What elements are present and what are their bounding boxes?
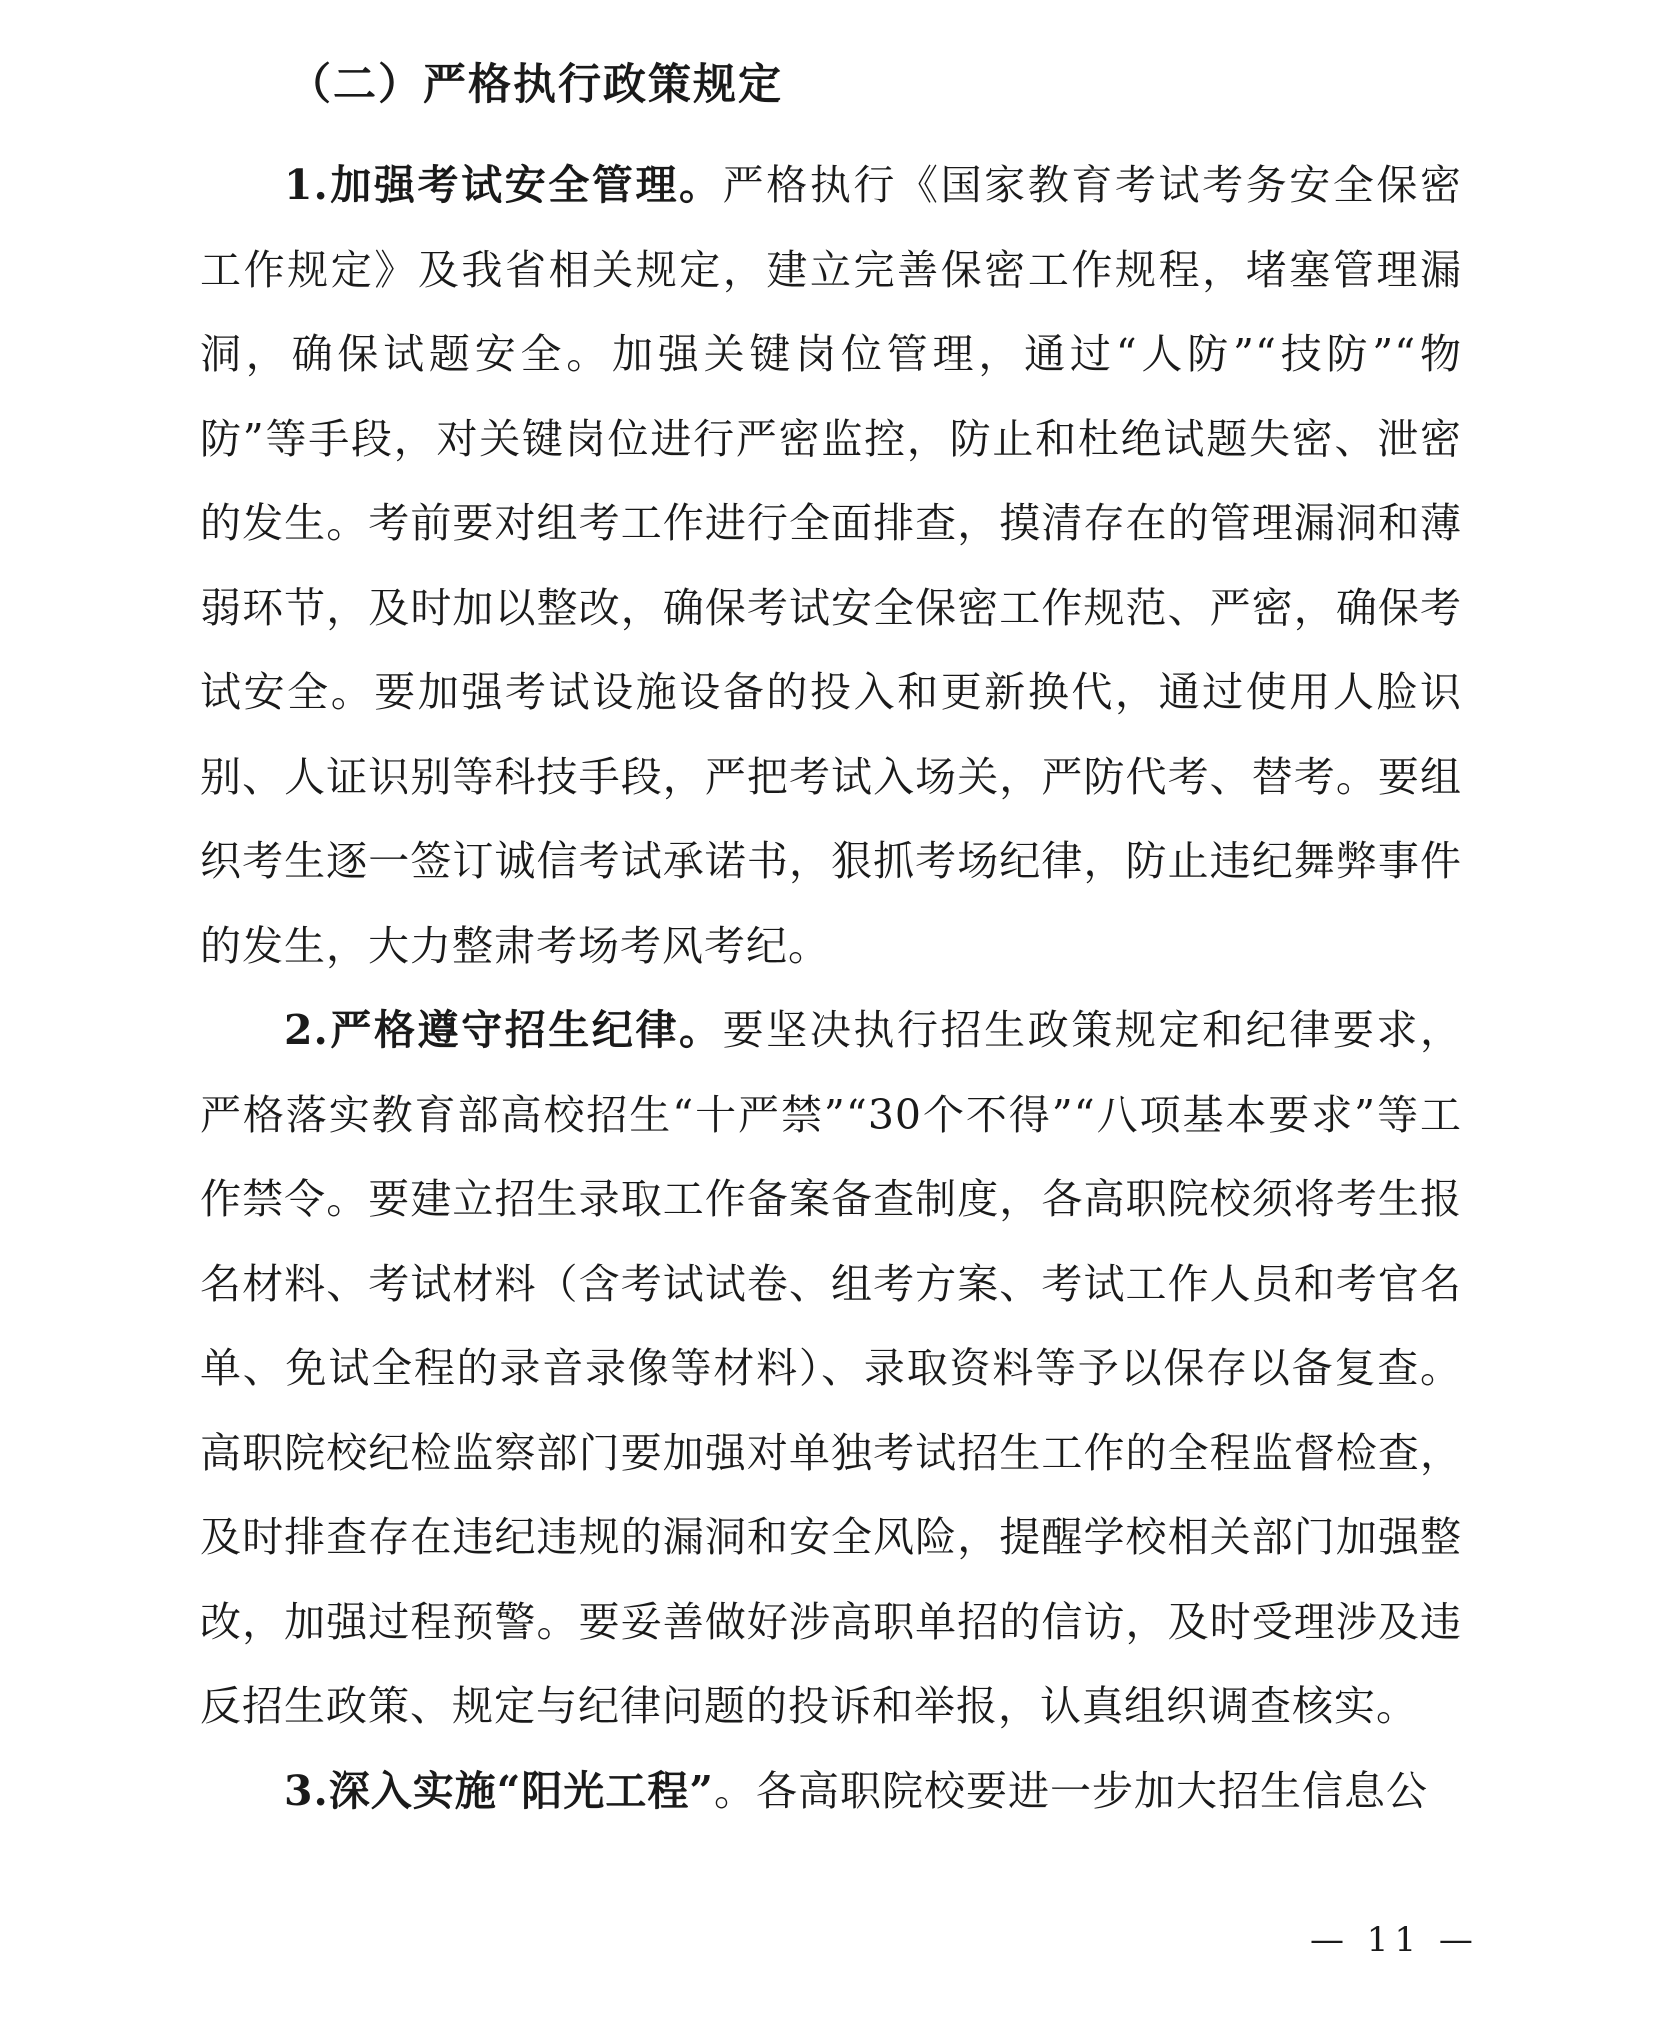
paragraph-body: 。各高职院校要进一步加大招生信息公 [713, 1766, 1428, 1815]
paragraph-exam-security [200, 143, 1462, 988]
paragraph-body: 要坚决执行招生政策规定和纪律要求，严格落实教育部高校招生“十严禁”“30个不得”“八项基本要求”等工作禁令。要建立招生录取工作备案备查制度，各高职院校须将考生报名材料、考试材料（含考试试卷、组考方案、考试工作人员和考官名单、免试全程的录音录像等材料）、录取资料等予以保存以备复查。高职院校纪检监察部门要加强对单独考试招生工作的全程监督检查，及时排查存在违纪违规的漏洞和安全风险，提醒学校相关部门加强整改，加强过程预警。要妥善做好涉高职单招的信访，及时受理涉及违反招生政策、规定与纪律问题的投诉和举报，认真组织调查核实。 [200, 1006, 1463, 1730]
section-heading: （二）严格执行政策规定 [288, 60, 783, 110]
paragraph-admission-discipline [200, 988, 1462, 1749]
paragraph-lead: 2.严格遵守招生纪律。 [284, 1006, 723, 1054]
paragraph-sunshine-project [200, 1749, 1462, 1834]
page-number: — 11 — [1310, 1920, 1479, 1960]
paragraph-lead: 3.深入实施“阳光工程” [284, 1766, 714, 1815]
document-page [200, 55, 1462, 1833]
paragraph-body: 严格执行《国家教育考试考务安全保密工作规定》及我省相关规定，建立完善保密工作规程，堵塞管理漏洞，确保试题安全。加强关键岗位管理，通过“人防”“技防”“物防”等手段，对关键岗位进行严密监控，防止和杜绝试题失密、泄密的发生。考前要对组考工作进行全面排查，摸清存在的管理漏洞和薄弱环节，及时加以整改，确保考试安全保密工作规范、严密，确保考试安全。要加强考试设施设备的投入和更新换代，通过使用人脸识别、人证识别等科技手段，严把考试入场关，严防代考、替考。要组织考生逐一签订诚信考试承诺书，狠抓考场纪律，防止违纪舞弊事件的发生，大力整肃考场考风考纪。 [200, 161, 1463, 970]
paragraph-lead: 1.加强考试安全管理。 [284, 161, 723, 209]
